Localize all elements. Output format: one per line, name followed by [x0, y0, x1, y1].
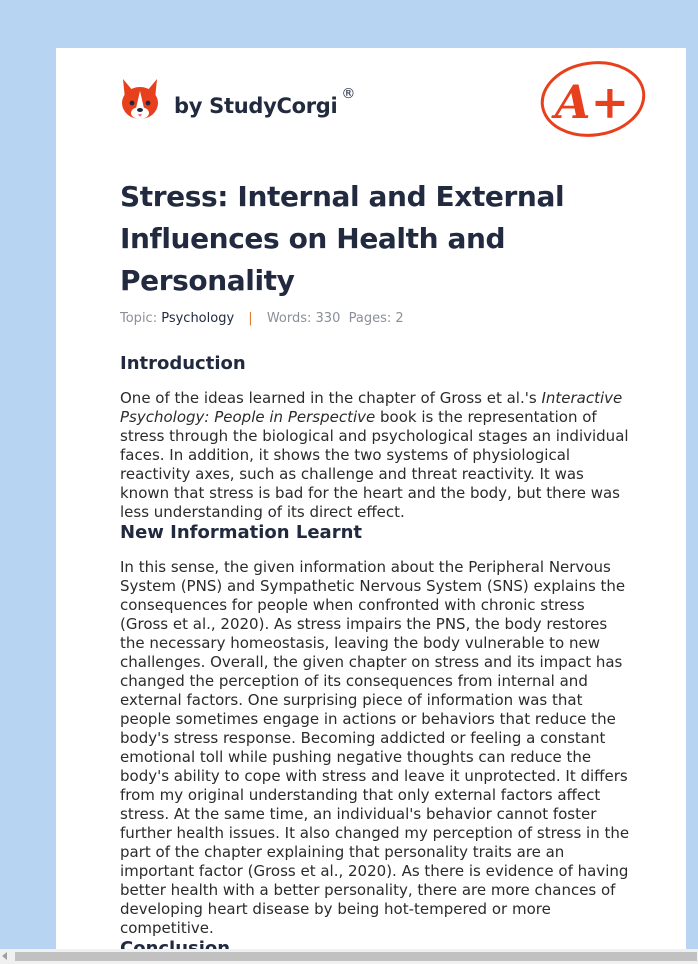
scroll-left-arrow-icon[interactable] — [2, 952, 7, 960]
logo-text: by StudyCorgi ® — [174, 86, 356, 118]
paragraph-new-information: In this sense, the given information about the Peripheral Nervous System (PNS) and Sympathetic Nervous System (SNS) explains the consequences for people when confronted with chronic stress (Gross et al., 2020). As stress impairs the PNS, the body restores the necessary homeostasis, leaving the body vulnerable to new challenges. Overall, the given chapter on stress and its impact has changed the perception of its consequences from internal and external factors. One surprising piece of information was that people sometimes engage in actions or behaviors that reduce the body's stress response. Becoming addicted or feeling a constant emotional toll while pushing negative thoughts can reduce the body's ability to cope with stress and leave it unprotected. It differs from my original understanding that only external factors affect stress. At the same time, an individual's behavior cannot foster further health issues. It also changed my perception of stress in the part of the chapter explaining that personality traits are an important factor (Gross et al., 2020). As there is evidence of having better health with a better personality, there are more chances of developing heart disease by being hot-tempered or more competitive. — [120, 558, 630, 937]
paragraph-introduction: One of the ideas learned in the chapter of Gross et al.'s Interactive Psychology: People in Perspective book is the representation of stress through the biological and psychological stages an individual faces. In addition, it shows the two systems of physiological reactivity axes, such as challenge and threat reactivity. It was known that stress is bad for the heart and the body, but there was less understanding of its direct effect. — [120, 389, 629, 521]
document-page — [56, 48, 686, 964]
grade-badge — [538, 58, 650, 144]
section-heading-introduction: Introduction — [120, 353, 246, 374]
studycorgi-logo[interactable] — [120, 76, 355, 122]
corgi-icon — [120, 77, 160, 121]
book-title: Interactive Psychology: People in Perspective — [120, 389, 623, 426]
page-title: Stress: Internal and External Influences on Health and Personality — [120, 180, 565, 297]
section-heading-new-information: New Information Learnt — [120, 522, 362, 543]
page-count: Pages: 2 — [348, 311, 404, 326]
topic-label: Topic: — [120, 311, 158, 326]
scrollbar-thumb[interactable] — [15, 952, 697, 961]
horizontal-scrollbar[interactable] — [0, 949, 698, 964]
document-meta — [120, 311, 404, 326]
meta-separator: | — [248, 311, 253, 326]
essay-body — [120, 353, 636, 960]
word-count: Words: 330 — [266, 311, 341, 326]
registered-mark: ® — [341, 86, 356, 102]
grade-text: A+ — [554, 75, 630, 129]
topic-link[interactable]: Psychology — [161, 311, 235, 326]
